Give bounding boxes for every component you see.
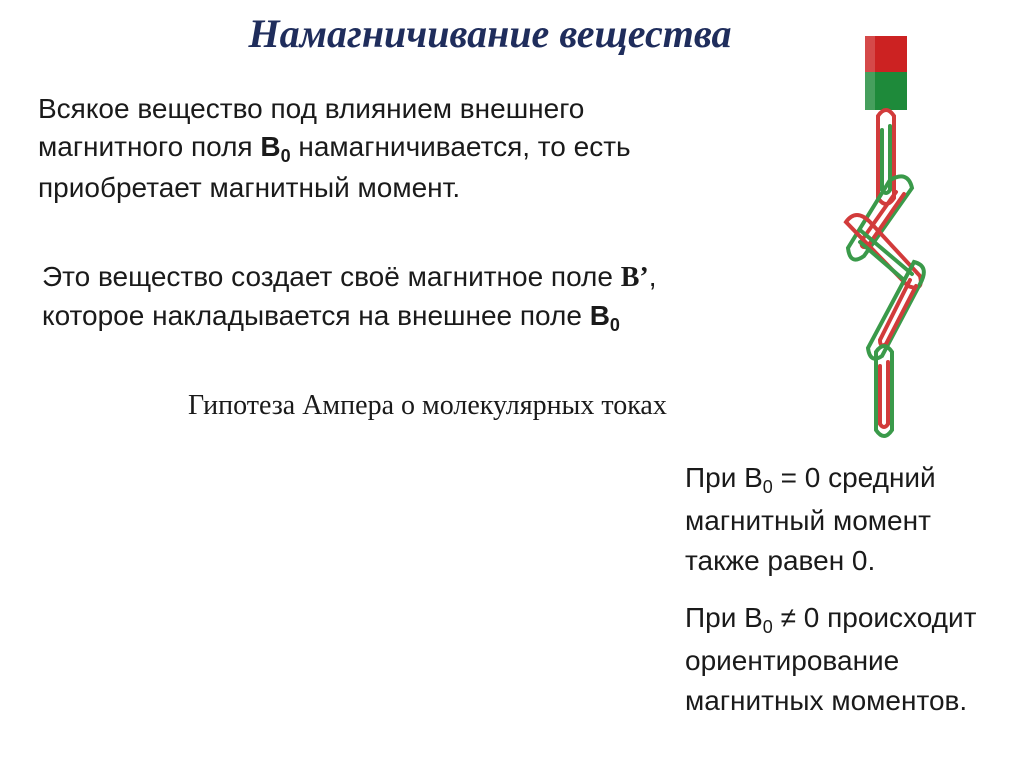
paperclip-4 xyxy=(868,262,924,359)
p1-line2 xyxy=(38,128,738,169)
slide-title: Намагничивание вещества xyxy=(248,11,732,56)
field-b0-symbol: $B_0$ xyxy=(260,131,291,166)
p4-line2: ориентирование xyxy=(685,645,900,676)
field-bprime-symbol: B’ xyxy=(620,262,649,293)
p3-line3: также равен 0. xyxy=(685,545,876,576)
p1-line2-post: намагничивается, то есть xyxy=(290,131,631,162)
p3-line2: магнитный момент xyxy=(685,505,931,536)
p3-line1: При $B_0 = 0$ средний xyxy=(685,462,936,497)
p2-line1: Это вещество создает своё магнитное поле B’, xyxy=(42,261,657,293)
bar-magnet xyxy=(865,36,907,110)
paragraph-own-field xyxy=(42,258,782,338)
magnet-paperclip-illustration xyxy=(820,30,940,450)
ampere-hypothesis-heading: Гипотеза Ампера о молекулярных токах xyxy=(188,390,667,421)
field-b0-symbol-2: $B_0$ xyxy=(589,300,620,335)
paragraph-nonzero-field xyxy=(685,598,1023,721)
p4-line1: При $B_0 \ne 0$ происходит xyxy=(685,602,977,637)
p4-line3: магнитных моментов. xyxy=(685,685,968,716)
paperclip-chain xyxy=(846,110,924,436)
p1-line1: Всякое вещество под влиянием внешнего xyxy=(38,93,585,124)
paragraph-zero-field xyxy=(685,458,1015,581)
p2-line2: которое накладывается на внешнее поле $B_0$ xyxy=(42,300,620,335)
p1-line3: приобретает магнитный момент. xyxy=(38,172,461,203)
p1-line2-pre: магнитного поля xyxy=(38,131,261,162)
paragraph-magnetization xyxy=(38,90,738,207)
